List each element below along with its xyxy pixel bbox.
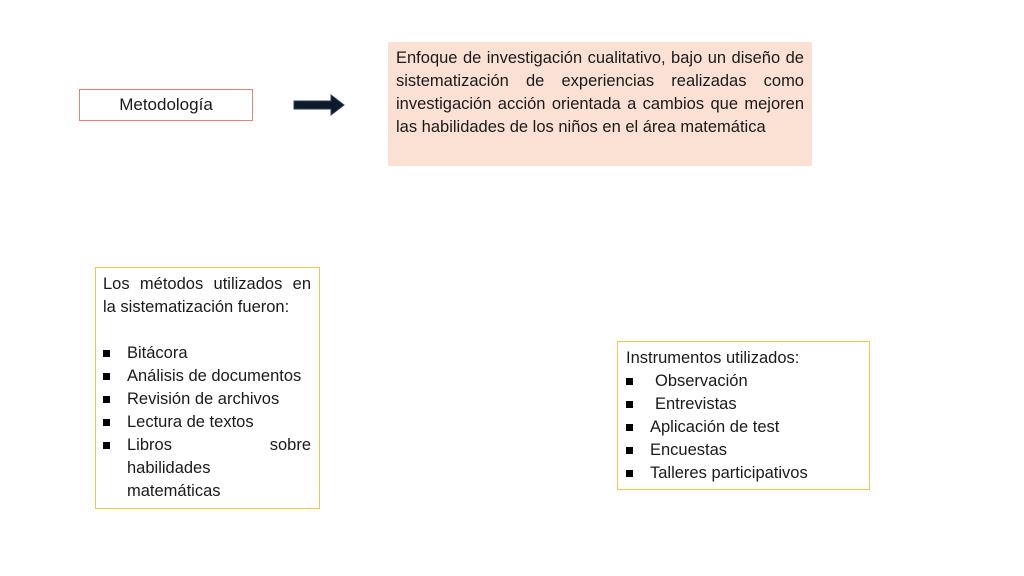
list-item bbox=[103, 411, 311, 434]
methods-intro: Los métodos utilizados en la sistematización fueron: bbox=[103, 275, 311, 316]
square-bullet-icon bbox=[103, 396, 110, 403]
list-item bbox=[626, 462, 861, 485]
list-item-label: Revisión de archivos bbox=[127, 390, 280, 408]
methodology-box bbox=[79, 89, 253, 121]
list-item-label: Encuestas bbox=[650, 441, 728, 459]
list-item bbox=[626, 370, 861, 393]
approach-box bbox=[388, 42, 812, 166]
list-item-line: matemáticas bbox=[127, 482, 221, 500]
square-bullet-icon bbox=[626, 447, 633, 454]
list-item-label: Bitácora bbox=[127, 344, 188, 362]
list-item bbox=[103, 365, 311, 388]
list-item bbox=[626, 393, 861, 416]
list-item-label: Aplicación de test bbox=[650, 418, 780, 436]
methodology-label: Metodología bbox=[119, 95, 213, 114]
square-bullet-icon bbox=[626, 424, 633, 431]
square-bullet-icon bbox=[626, 378, 633, 385]
methods-list bbox=[103, 342, 311, 503]
list-item bbox=[103, 342, 311, 365]
list-item-line: habilidades bbox=[127, 459, 211, 477]
list-item-line bbox=[127, 434, 311, 457]
list-item-word: Libros bbox=[127, 436, 172, 454]
instruments-list bbox=[626, 370, 861, 485]
list-item bbox=[103, 434, 311, 503]
right-arrow-icon bbox=[293, 93, 345, 117]
list-item bbox=[626, 439, 861, 462]
list-item-label: Observación bbox=[655, 372, 748, 390]
list-item-word: sobre bbox=[269, 436, 311, 454]
list-item bbox=[626, 416, 861, 439]
list-item bbox=[103, 388, 311, 411]
list-item-label: Lectura de textos bbox=[127, 413, 254, 431]
square-bullet-icon bbox=[626, 470, 633, 477]
list-item-label: Entrevistas bbox=[655, 395, 737, 413]
methods-box bbox=[95, 267, 320, 509]
list-item-label bbox=[127, 434, 311, 503]
approach-text: Enfoque de investigación cualitativo, bajo un diseño de sistematización de experiencias realizadas como investigación acción orientada a cambios que mejoren las habilidades de los niños en el área matemática bbox=[396, 49, 804, 136]
list-item-label: Talleres participativos bbox=[650, 464, 808, 482]
square-bullet-icon bbox=[103, 442, 110, 449]
square-bullet-icon bbox=[103, 350, 110, 357]
square-bullet-icon bbox=[103, 419, 110, 426]
square-bullet-icon bbox=[626, 401, 633, 408]
instruments-title: Instrumentos utilizados: bbox=[626, 349, 800, 367]
square-bullet-icon bbox=[103, 373, 110, 380]
instruments-box bbox=[617, 341, 870, 490]
list-item-label: Análisis de documentos bbox=[127, 367, 302, 385]
